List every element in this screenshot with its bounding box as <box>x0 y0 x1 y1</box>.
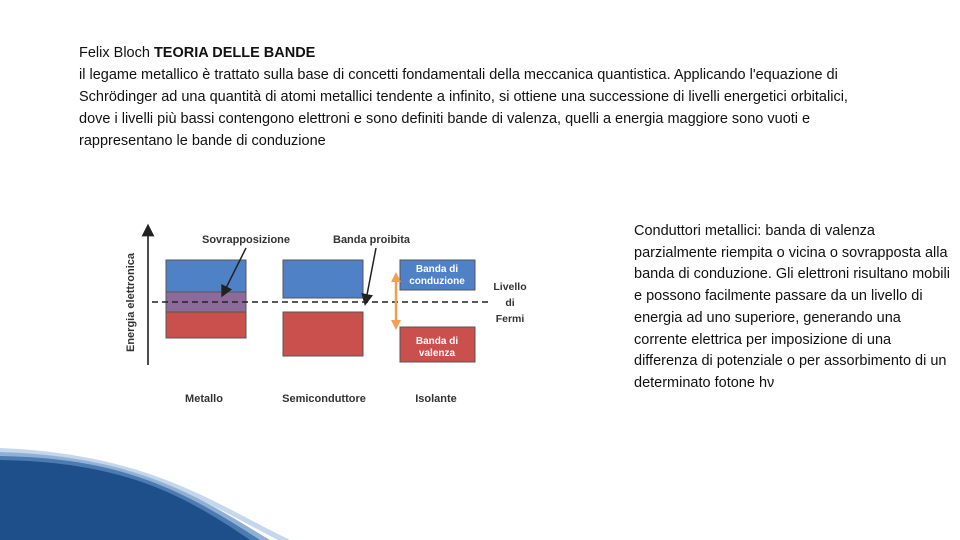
intro-body: il legame metallico è trattato sulla base di concetti fondamentali della meccanica quantistica. Applicando l'equazione di Schrödinger ad una quantità di atomi metallici tendente a infinito, si ottiene una successione di livelli energetici orbitalici, dove i livelli più bassi contengono elettroni e sono definiti bande di valenza, quelli a energia maggiore sono vuoti e rappresentano le bande di conduzione <box>79 67 848 149</box>
category-semiconductor: Semiconduttore <box>282 393 366 405</box>
category-insulator: Isolante <box>415 393 457 405</box>
fermi-label-line1: Livello <box>493 281 527 293</box>
conduction-label-line1: Banda di <box>415 264 459 275</box>
valence-label-line2: valenza <box>418 348 456 359</box>
fermi-label-line2: di <box>505 297 515 309</box>
intro-title: TEORIA DELLE BANDE <box>153 45 316 61</box>
fermi-label-line3: Fermi <box>495 313 525 325</box>
conduction-label-line2: conduzione <box>409 276 465 287</box>
intro-paragraph <box>79 42 879 152</box>
category-metal: Metallo <box>185 393 223 405</box>
author-name: Felix Bloch <box>79 45 150 61</box>
band-gap-label: Banda proibita <box>333 234 411 246</box>
side-paragraph: Conduttori metallici: banda di valenza parzialmente riempita o vicina o sovrapposta alla banda di conduzione. Gli elettroni risultano mobili e possono facilmente passare da un livello di energia ad uno superiore, generando una corrente elettrica per imposizione di una differenza di potenziale o per assorbimento di un determinato fotone hν <box>634 223 950 391</box>
energy-axis-label: Energia elettronica <box>125 252 137 352</box>
semiconductor-valence-band <box>283 312 363 356</box>
valence-label-line1: Banda di <box>415 336 459 347</box>
band-diagram <box>118 220 528 420</box>
decorative-bottom-bar <box>0 448 960 540</box>
metal-valence-band <box>166 312 246 338</box>
overlap-label: Sovrapposizione <box>202 234 291 246</box>
semiconductor-conduction-band <box>283 260 363 298</box>
band-gap-pointer <box>366 248 376 300</box>
